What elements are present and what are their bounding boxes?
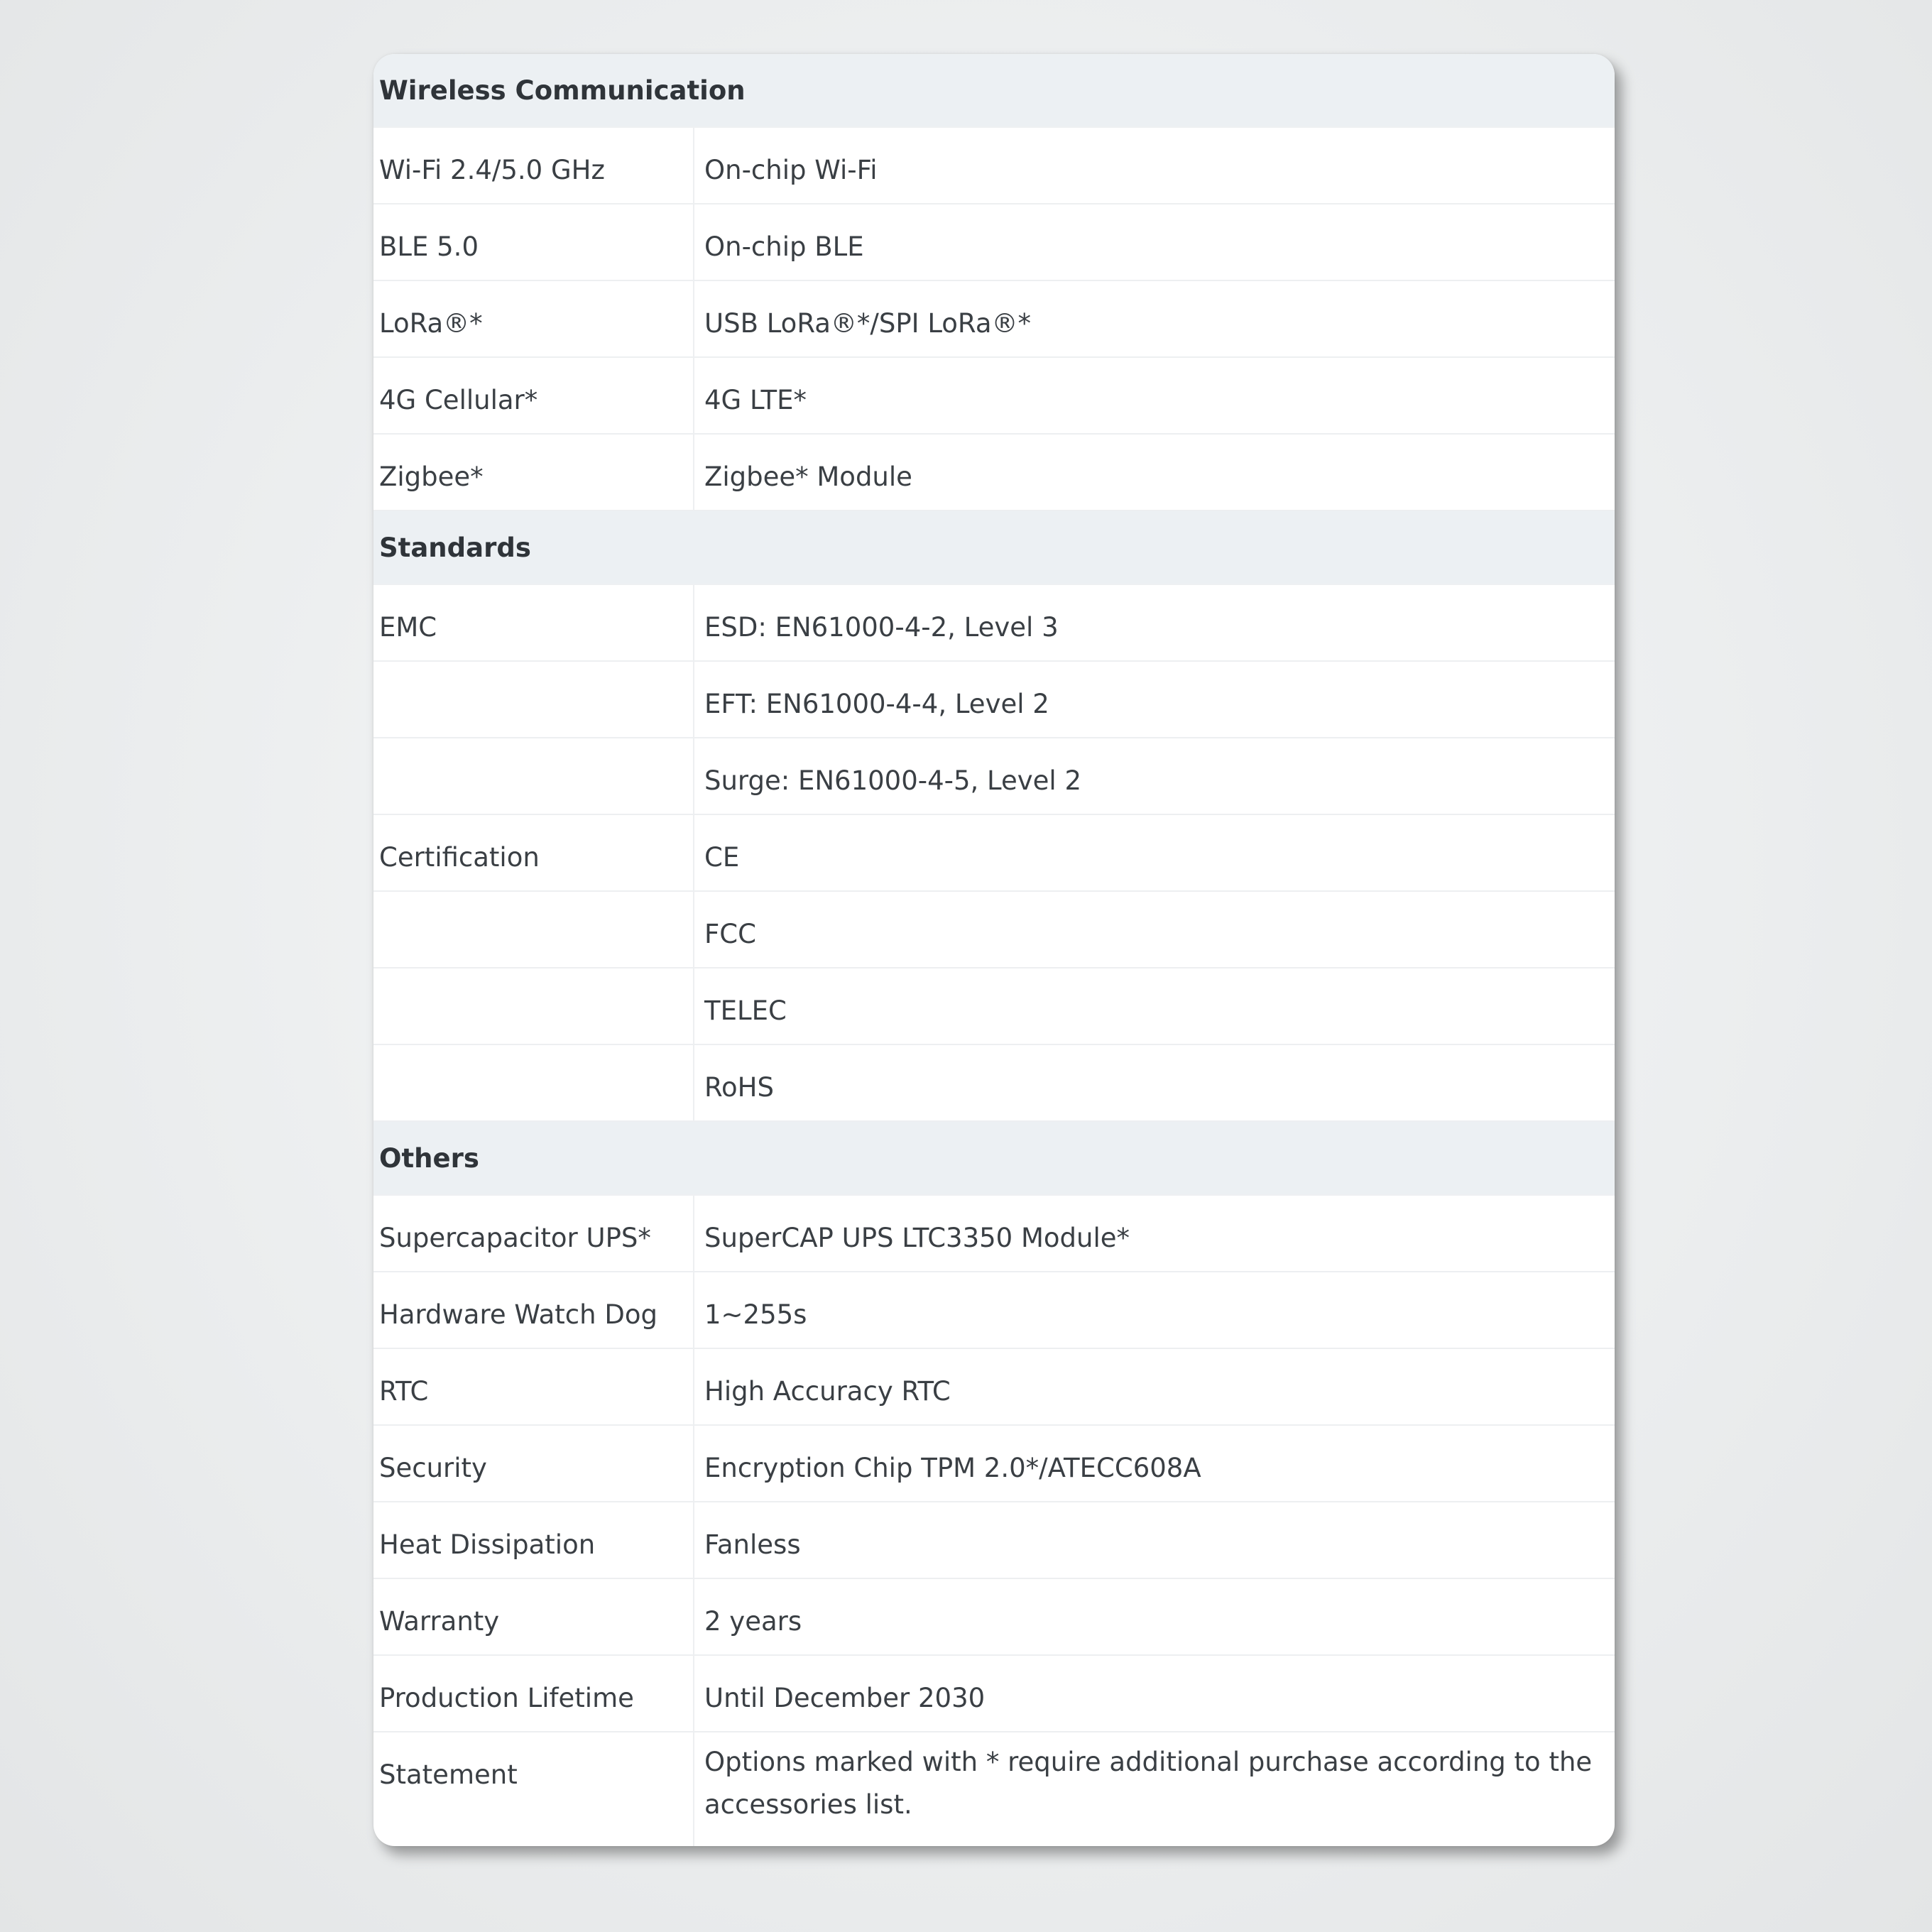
row-value: On-chip BLE (704, 231, 864, 262)
row-label: 4G Cellular* (373, 358, 694, 433)
row-label (373, 968, 694, 1044)
row-label: Security (373, 1426, 694, 1501)
row-label: LoRa®* (373, 281, 694, 356)
row-value: High Accuracy RTC (704, 1376, 951, 1407)
row-value: TELEC (704, 995, 787, 1026)
table-row (373, 1502, 1615, 1579)
table-row (373, 968, 1615, 1045)
section-title: Standards (379, 532, 531, 563)
table-row (373, 585, 1615, 662)
row-label: Certification (373, 815, 694, 890)
row-value: Encryption Chip TPM 2.0*/ATECC608A (704, 1453, 1201, 1483)
spec-table (373, 54, 1615, 1846)
table-row (373, 358, 1615, 435)
row-label: Wi-Fi 2.4/5.0 GHz (373, 128, 694, 203)
row-label (373, 1045, 694, 1120)
section-title: Wireless Communication (379, 75, 746, 106)
row-value: Surge: EN61000-4-5, Level 2 (704, 765, 1082, 796)
section-header-others (373, 1122, 1615, 1196)
row-value: 2 years (704, 1606, 802, 1637)
row-label: Warranty (373, 1579, 694, 1654)
table-row (373, 128, 1615, 204)
row-value: 1~255s (704, 1299, 807, 1330)
table-row (373, 662, 1615, 738)
table-row (373, 1349, 1615, 1426)
table-row (373, 1579, 1615, 1656)
row-value: EFT: EN61000-4-4, Level 2 (704, 689, 1049, 719)
table-row (373, 204, 1615, 281)
row-value: RoHS (704, 1072, 774, 1103)
row-value: CE (704, 842, 740, 873)
table-row (373, 1656, 1615, 1732)
row-label: Hardware Watch Dog (373, 1272, 694, 1348)
table-row (373, 892, 1615, 968)
table-row (373, 1732, 1615, 1846)
row-label: Zigbee* (373, 435, 694, 510)
table-row (373, 815, 1615, 892)
row-label: Supercapacitor UPS* (373, 1196, 694, 1271)
row-value: Options marked with * require additional purchase according to the accessories list. (704, 1747, 1593, 1820)
row-value: FCC (704, 919, 756, 949)
section-title: Others (379, 1142, 479, 1174)
row-value: USB LoRa®*/SPI LoRa®* (704, 308, 1031, 339)
section-header-standards (373, 511, 1615, 585)
table-row (373, 281, 1615, 358)
table-row (373, 738, 1615, 815)
row-label: Statement (373, 1732, 694, 1846)
row-value: SuperCAP UPS LTC3350 Module* (704, 1223, 1130, 1253)
row-label (373, 738, 694, 814)
row-label: Heat Dissipation (373, 1502, 694, 1578)
table-row (373, 435, 1615, 511)
row-label: EMC (373, 585, 694, 660)
row-value: On-chip Wi-Fi (704, 155, 878, 185)
row-label (373, 892, 694, 967)
row-label (373, 662, 694, 737)
row-value: ESD: EN61000-4-2, Level 3 (704, 612, 1059, 643)
section-header-wireless (373, 54, 1615, 128)
table-row (373, 1045, 1615, 1122)
row-value: Until December 2030 (704, 1683, 986, 1713)
table-row (373, 1272, 1615, 1349)
row-value: Zigbee* Module (704, 462, 912, 492)
row-value: Fanless (704, 1529, 801, 1560)
row-label: RTC (373, 1349, 694, 1424)
table-row (373, 1426, 1615, 1502)
row-value: 4G LTE* (704, 385, 807, 415)
row-label: BLE 5.0 (373, 204, 694, 280)
row-label: Production Lifetime (373, 1656, 694, 1731)
table-row (373, 1196, 1615, 1272)
